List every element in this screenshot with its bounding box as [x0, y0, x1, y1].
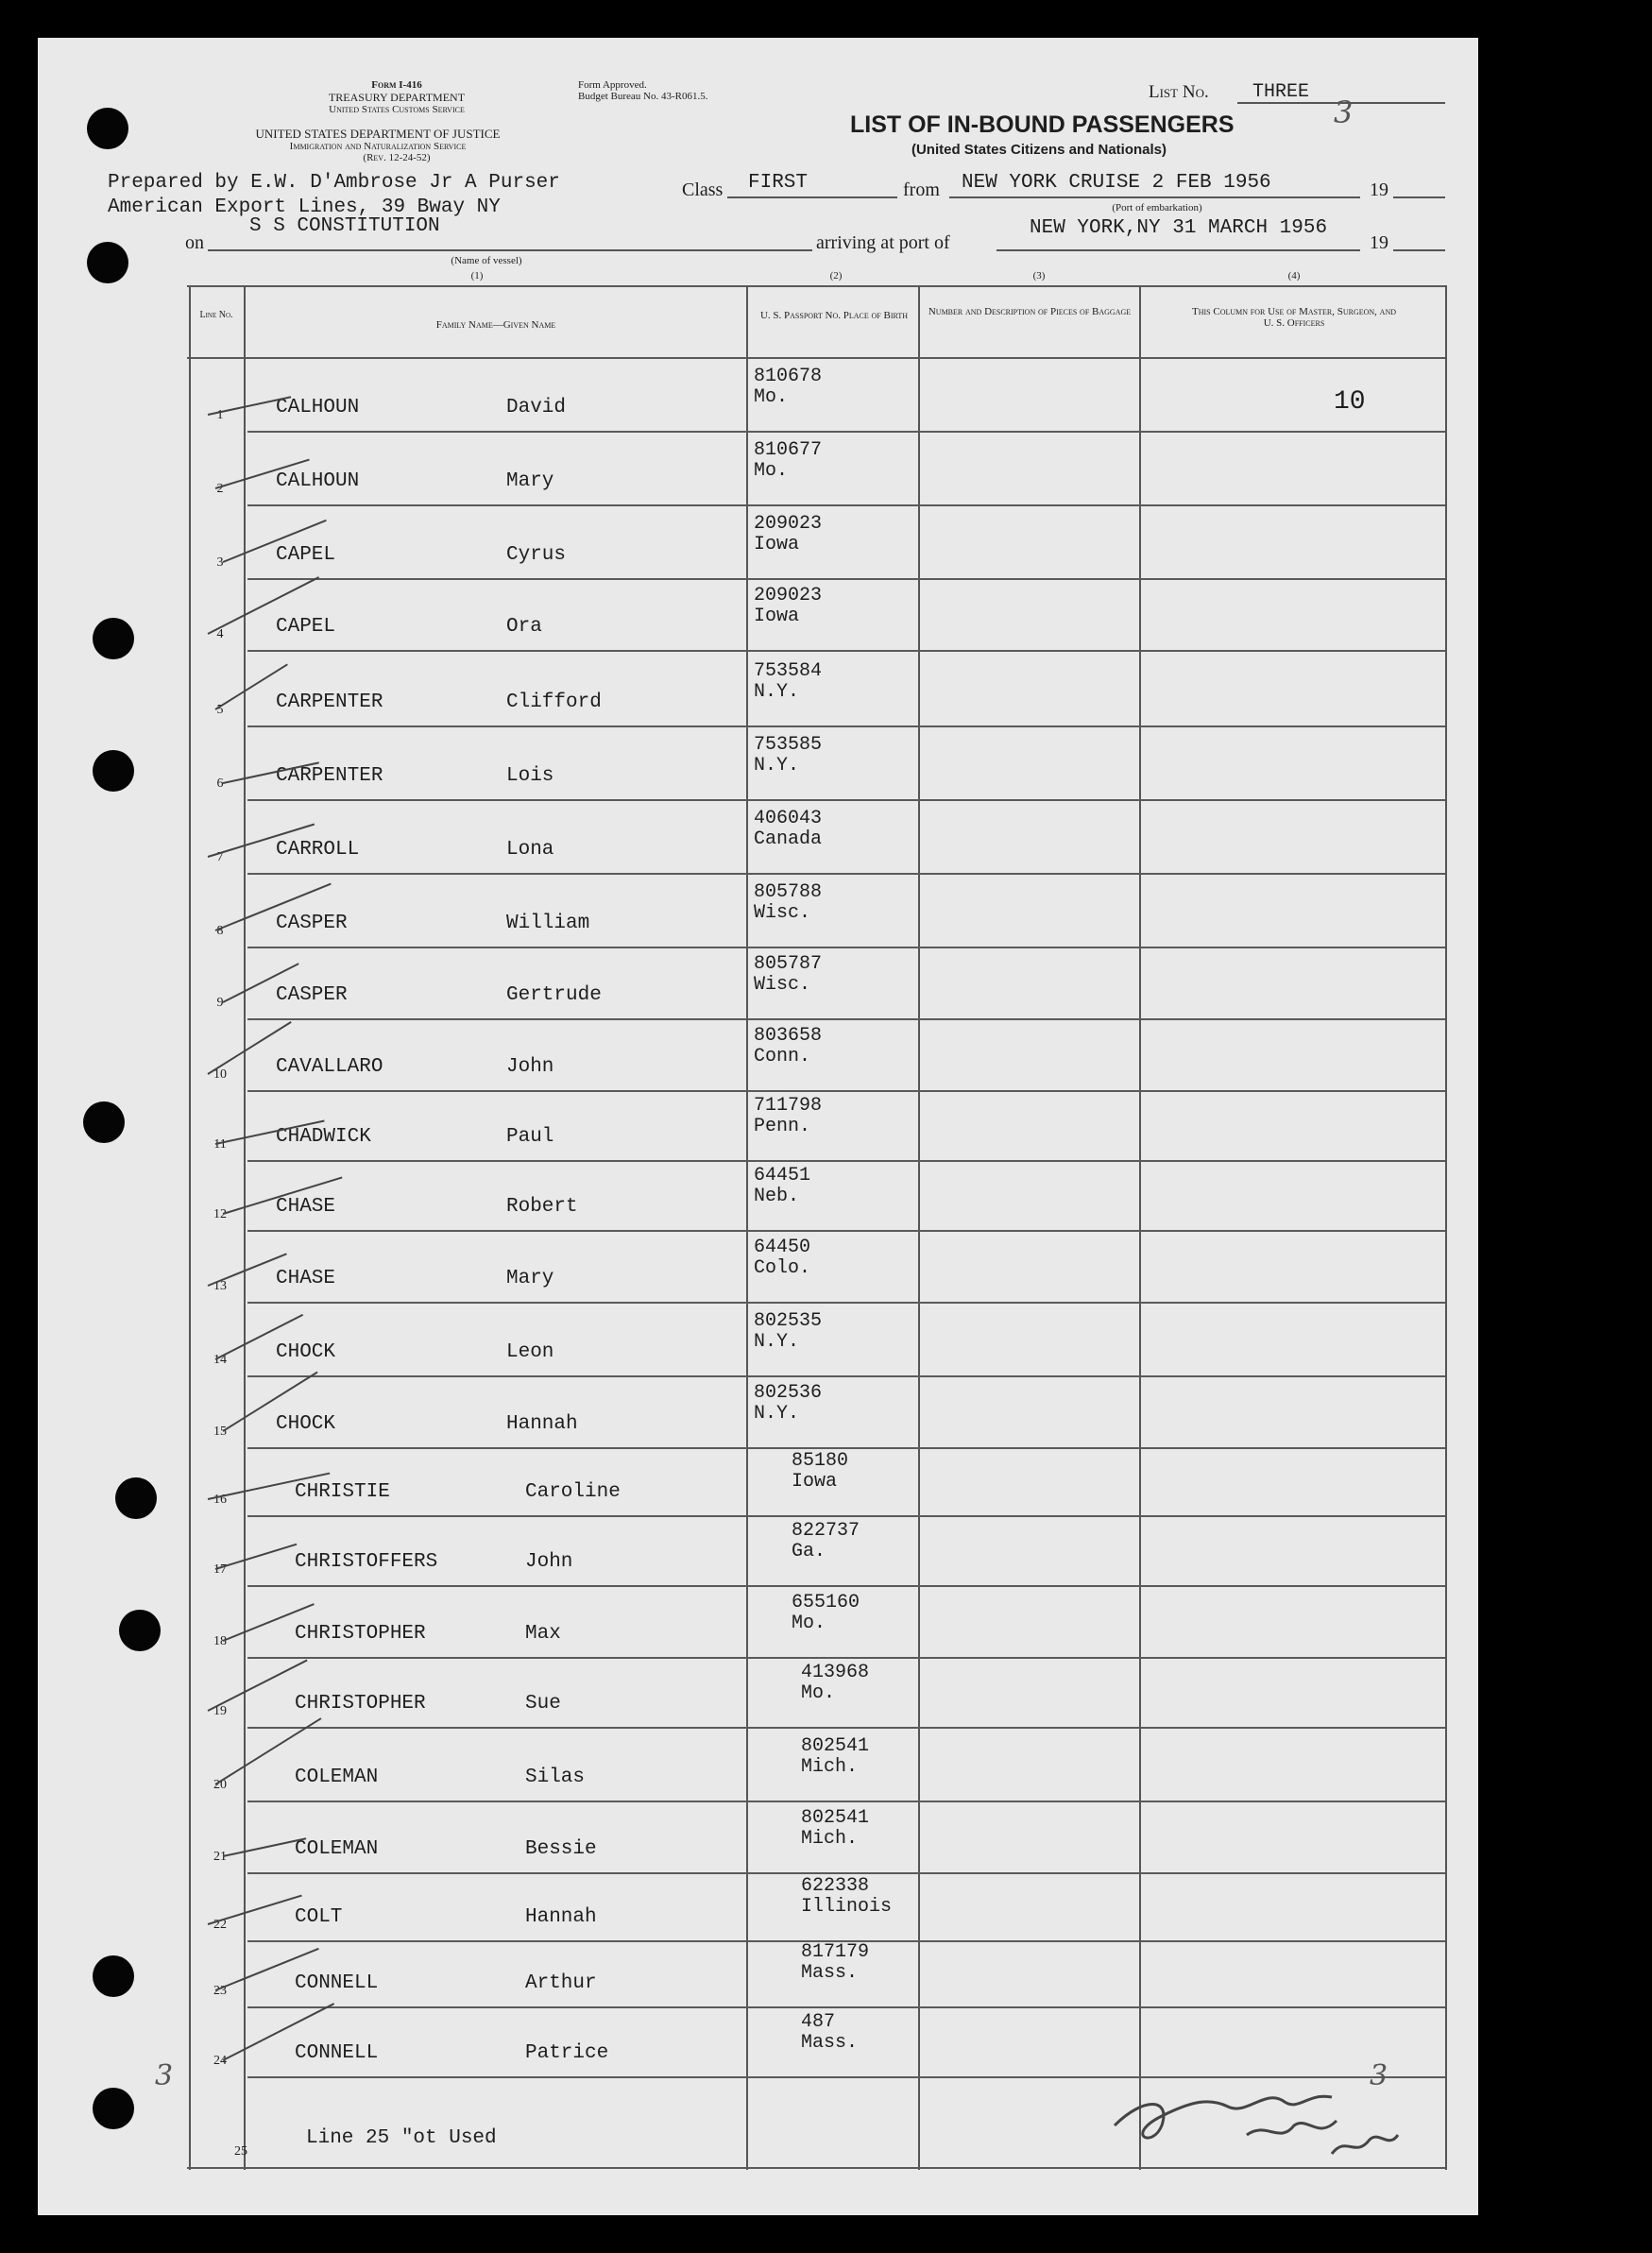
passport-number: 406043 [754, 808, 823, 829]
table-row [0, 1517, 1652, 1587]
table-row [0, 1449, 1652, 1517]
place-of-birth: Canada [754, 828, 823, 850]
list-no-handwritten: 3 [1334, 94, 1354, 130]
checker-tick-mark [208, 1660, 308, 1712]
passport-number: 803658 [754, 1025, 823, 1047]
line-number: 21 [213, 1850, 227, 1864]
port-embark-caption: (Port of embarkation) [1112, 202, 1202, 213]
header-passport: U. S. Passport No. Place of Birth [759, 310, 909, 321]
binder-hole [87, 108, 128, 149]
table-top-border [187, 285, 1445, 287]
line-number: 16 [213, 1493, 227, 1507]
family-name: CAVALLARO [276, 1056, 383, 1078]
margin-number-left: 3 [155, 2059, 174, 2092]
binder-hole [93, 2088, 134, 2129]
form-number: Form I-416 [371, 79, 422, 91]
header-officers: This Column for Use of Master, Surgeon, and U. S. Officers [1192, 306, 1396, 329]
passport-number: 805787 [754, 953, 823, 975]
header-name: Family Name—Given Name [435, 319, 556, 331]
passport-number: 802535 [754, 1310, 823, 1332]
place-of-birth: N.Y. [754, 755, 800, 777]
table-bottom-border [187, 2167, 1445, 2169]
given-name: Patrice [525, 2042, 609, 2064]
line-number: 12 [213, 1207, 227, 1221]
checker-tick-mark [215, 1544, 298, 1570]
place-of-birth: Wisc. [754, 902, 811, 924]
place-of-birth: Ga. [792, 1541, 826, 1562]
passport-number: 802541 [801, 1735, 870, 1757]
table-row [0, 506, 1652, 580]
company: American Export Lines, 39 Bway NY [108, 196, 501, 218]
place-of-birth: Iowa [754, 606, 800, 627]
arriving-value: NEW YORK,NY 31 MARCH 1956 [1030, 217, 1328, 239]
prepared-by: Prepared by E.W. D'Ambrose Jr A Purser [108, 172, 560, 194]
given-name: William [506, 913, 590, 934]
officer-signature [1105, 2059, 1426, 2163]
line-number: 8 [216, 924, 224, 938]
table-row [0, 433, 1652, 506]
header-baggage: Number and Description of Pieces of Baggage [928, 306, 1132, 317]
line-number: 14 [213, 1353, 227, 1367]
given-name: Paul [506, 1126, 554, 1148]
header-line-no: Line No. [199, 310, 233, 320]
table-row [0, 652, 1652, 727]
table-row [0, 1874, 1652, 1942]
place-of-birth: Penn. [754, 1116, 811, 1137]
place-of-birth: Iowa [792, 1471, 838, 1493]
justice-dept: UNITED STATES DEPARTMENT OF JUSTICE [255, 127, 501, 141]
place-of-birth: Iowa [754, 534, 800, 555]
table-row [0, 1232, 1652, 1304]
line-number: 23 [213, 1984, 227, 1998]
table-row [0, 1802, 1652, 1874]
given-name: Lona [506, 839, 554, 861]
form-subtitle: (United States Citizens and Nationals) [911, 142, 1167, 158]
place-of-birth: Mass. [801, 1962, 859, 1984]
table-row [0, 1162, 1652, 1232]
family-name: CARROLL [276, 839, 360, 861]
passport-number: 802536 [754, 1382, 823, 1404]
binder-hole [87, 242, 128, 283]
line-number: 19 [213, 1704, 227, 1718]
line-number: 10 [213, 1067, 227, 1082]
vessel-underline [208, 249, 812, 251]
given-name: Arthur [525, 1972, 597, 1994]
passport-number: 622338 [801, 1875, 870, 1897]
passport-number: 810677 [754, 439, 823, 461]
list-no-value: THREE [1252, 81, 1310, 103]
family-name: CHRISTOFFERS [295, 1551, 438, 1573]
given-name: John [525, 1551, 573, 1573]
table-row [0, 1092, 1652, 1162]
from-year-underline [1393, 196, 1445, 198]
place-of-birth: Mich. [801, 1756, 859, 1778]
given-name: Clifford [506, 691, 602, 713]
passport-number: 64451 [754, 1165, 811, 1186]
row-25-number: 25 [234, 2144, 247, 2159]
table-row [0, 727, 1652, 801]
arriving-year: 19 [1370, 232, 1388, 253]
passport-number: 805788 [754, 881, 823, 903]
table-row [0, 357, 1652, 433]
line-number: 9 [216, 996, 224, 1010]
family-name: CHRISTIE [295, 1481, 390, 1503]
passport-number: 655160 [792, 1592, 860, 1613]
place-of-birth: Conn. [754, 1046, 811, 1067]
table-row [0, 580, 1652, 652]
given-name: David [506, 397, 567, 418]
family-name: CHASE [276, 1268, 336, 1289]
col-num-3: (3) [1032, 270, 1046, 282]
line-number: 24 [213, 2054, 227, 2068]
given-name: Max [525, 1623, 561, 1645]
table-row [0, 1729, 1652, 1802]
given-name: Bessie [525, 1838, 597, 1860]
passport-number: 85180 [792, 1450, 849, 1472]
place-of-birth: Colo. [754, 1257, 811, 1279]
checker-tick-mark [223, 1837, 306, 1857]
table-row [0, 1659, 1652, 1729]
place-of-birth: Mo. [754, 460, 789, 482]
line-number: 2 [216, 482, 224, 496]
family-name: CALHOUN [276, 397, 360, 418]
treasury-dept: TREASURY DEPARTMENT [328, 91, 466, 104]
line-number: 1 [216, 408, 224, 422]
passport-number: 711798 [754, 1095, 823, 1117]
arriving-label: arriving at port of [816, 232, 950, 253]
arriving-year-underline [1393, 249, 1445, 251]
class-label: Class [682, 179, 724, 200]
given-name: Caroline [525, 1481, 621, 1503]
form-title: LIST OF IN-BOUND PASSENGERS [850, 111, 1235, 138]
place-of-birth: Mo. [754, 386, 789, 408]
given-name: Ora [506, 616, 542, 638]
line-number: 13 [213, 1279, 227, 1293]
line-number: 5 [216, 703, 224, 717]
ins-service: Immigration and Naturalization Service [289, 141, 467, 152]
family-name: CHOCK [276, 1413, 336, 1435]
passport-number: 209023 [754, 513, 823, 535]
line-number: 6 [216, 777, 224, 791]
given-name: Silas [525, 1767, 586, 1788]
table-row [0, 1377, 1652, 1449]
customs-service: United States Customs Service [329, 104, 465, 115]
family-name: COLEMAN [295, 1838, 379, 1860]
revision: (Rev. 12-24-52) [363, 152, 431, 163]
arriving-underline [996, 249, 1360, 251]
table-row [0, 1304, 1652, 1377]
passport-number: 817179 [801, 1941, 870, 1963]
table-row [0, 1020, 1652, 1092]
line-number: 22 [213, 1918, 227, 1932]
family-name: CALHOUN [276, 470, 360, 492]
given-name: Cyrus [506, 544, 567, 566]
given-name: Hannah [506, 1413, 578, 1435]
line-number: 3 [216, 555, 224, 570]
place-of-birth: Neb. [754, 1186, 800, 1207]
family-name: CASPER [276, 984, 348, 1006]
table-row [0, 875, 1652, 948]
family-name: COLEMAN [295, 1767, 379, 1788]
class-underline [727, 196, 897, 198]
passport-number: 802541 [801, 1807, 870, 1829]
line-number: 4 [216, 627, 224, 641]
list-no-label: List No. [1149, 82, 1209, 102]
col-num-1: (1) [470, 270, 484, 282]
place-of-birth: Mass. [801, 2032, 859, 2054]
place-of-birth: Mo. [792, 1613, 826, 1634]
table-row [0, 948, 1652, 1020]
budget-bureau: Budget Bureau No. 43-R061.5. [578, 91, 708, 102]
family-name: CHRISTOPHER [295, 1693, 426, 1715]
passport-number: 810678 [754, 366, 823, 387]
place-of-birth: N.Y. [754, 681, 800, 703]
family-name: CHASE [276, 1196, 336, 1218]
family-name: CASPER [276, 913, 348, 934]
given-name: Mary [506, 470, 554, 492]
given-name: Hannah [525, 1906, 597, 1928]
col-num-4: (4) [1287, 270, 1301, 282]
class-value: FIRST [748, 172, 809, 194]
line-number: 17 [213, 1562, 227, 1577]
family-name: CHRISTOPHER [295, 1623, 426, 1645]
family-name: CAPEL [276, 616, 336, 638]
place-of-birth: Mo. [801, 1682, 836, 1704]
place-of-birth: Illinois [801, 1896, 893, 1918]
vessel-name: S S CONSTITUTION [249, 215, 440, 237]
given-name: Leon [506, 1341, 554, 1363]
line-number: 18 [213, 1634, 227, 1648]
table-row [0, 1587, 1652, 1659]
passport-number: 487 [801, 2011, 836, 2033]
from-underline [949, 196, 1360, 198]
passport-number: 64450 [754, 1237, 811, 1258]
table-row [0, 801, 1652, 875]
line-number: 15 [213, 1425, 227, 1439]
family-name: CARPENTER [276, 691, 383, 713]
place-of-birth: N.Y. [754, 1403, 800, 1425]
place-of-birth: Wisc. [754, 974, 811, 996]
given-name: Robert [506, 1196, 578, 1218]
line-number: 20 [213, 1778, 227, 1792]
given-name: Sue [525, 1693, 561, 1715]
row-25-note: Line 25 "ot Used [306, 2127, 497, 2149]
family-name: CHOCK [276, 1341, 336, 1363]
col-num-2: (2) [829, 270, 843, 282]
passport-number: 822737 [792, 1520, 860, 1542]
passport-number: 209023 [754, 585, 823, 606]
from-value: NEW YORK CRUISE 2 FEB 1956 [962, 172, 1271, 194]
passport-number: 753585 [754, 734, 823, 756]
family-name: CONNELL [295, 2042, 379, 2064]
given-name: Gertrude [506, 984, 602, 1006]
family-name: CAPEL [276, 544, 336, 566]
from-label: from [903, 179, 940, 200]
passport-number: 753584 [754, 660, 823, 682]
family-name: CHADWICK [276, 1126, 371, 1148]
family-name: CONNELL [295, 1972, 379, 1994]
from-year: 19 [1370, 179, 1388, 200]
on-label: on [185, 232, 204, 253]
officer-count-note: 10 [1334, 387, 1366, 417]
place-of-birth: N.Y. [754, 1331, 800, 1353]
place-of-birth: Mich. [801, 1828, 859, 1850]
line-number: 7 [216, 850, 224, 864]
vessel-caption: (Name of vessel) [451, 255, 522, 266]
given-name: Mary [506, 1268, 554, 1289]
checker-tick-mark [208, 1895, 302, 1925]
form-approved: Form Approved. [578, 79, 647, 91]
table-row [0, 1942, 1652, 2008]
given-name: Lois [506, 765, 554, 787]
line-number: 11 [213, 1137, 227, 1152]
given-name: John [506, 1056, 554, 1078]
margin-number-right: 3 [1370, 2059, 1388, 2092]
family-name: CARPENTER [276, 765, 383, 787]
family-name: COLT [295, 1906, 343, 1928]
passport-number: 413968 [801, 1662, 870, 1683]
